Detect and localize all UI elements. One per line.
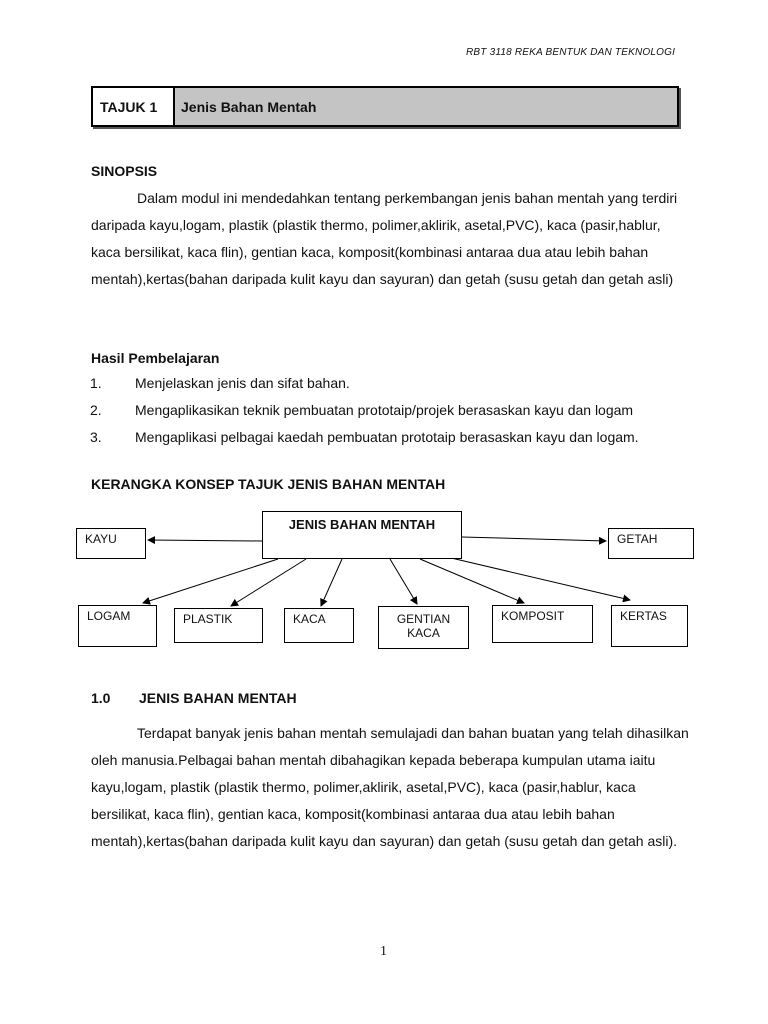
arrow-to-kayu [148, 540, 262, 541]
node-gentian-kaca [378, 606, 469, 649]
topic-title: Jenis Bahan Mentah [181, 98, 317, 115]
learning-outcomes-heading: Hasil Pembelajaran [91, 350, 220, 366]
node-logam: LOGAM [78, 605, 157, 647]
node-kaca: KACA [284, 608, 354, 643]
section-heading: JENIS BAHAN MENTAH [139, 690, 297, 706]
learning-outcomes-list [90, 369, 710, 450]
synopsis-heading: SINOPSIS [91, 163, 158, 179]
list-item-text: Mengaplikasikan teknik pembuatan prototaip/projek berasaskan kayu dan logam [135, 401, 634, 418]
concept-center-node: JENIS BAHAN MENTAH [262, 511, 462, 559]
list-item [90, 423, 710, 450]
section-paragraph [91, 720, 691, 855]
list-item-number: 1. [90, 374, 102, 391]
arrow-to-logam [143, 559, 278, 603]
arrow-to-kaca [321, 559, 342, 606]
synopsis-text: Dalam modul ini mendedahkan tentang perkembangan jenis bahan mentah yang terdiri daripada kayu,logam, plastik (plastik thermo, polimer,aklirik, asetal,PVC), kaca (pasir,hablur, kaca bersilikat, kaca flin), gentian kaca, komposit(kombinasi antaraa dua atau lebih bahan mentah),kertas(bahan daripada kulit kayu dan sayuran) dan getah (susu getah dan getah asli) [91, 190, 678, 287]
concept-map-heading: KERANGKA KONSEP TAJUK JENIS BAHAN MENTAH [91, 476, 446, 492]
list-item-text: Mengaplikasi pelbagai kaedah pembuatan prototaip berasaskan kayu dan logam. [135, 428, 639, 445]
list-item [90, 396, 710, 423]
synopsis-paragraph [91, 185, 691, 293]
list-item [90, 369, 710, 396]
page-number: 1 [380, 944, 387, 959]
node-gentian-kaca-line2: KACA [407, 626, 440, 640]
list-item-number: 3. [90, 428, 102, 445]
arrow-to-plastik [231, 559, 306, 606]
section-number: 1.0 [91, 690, 111, 706]
topic-title-bar [91, 86, 679, 127]
node-plastik: PLASTIK [174, 608, 263, 643]
node-komposit: KOMPOSIT [492, 605, 593, 643]
topic-label: TAJUK 1 [93, 88, 175, 125]
course-header: RBT 3118 REKA BENTUK DAN TEKNOLOGI [466, 47, 676, 58]
list-item-text: Menjelaskan jenis dan sifat bahan. [135, 374, 350, 391]
section-text: Terdapat banyak jenis bahan mentah semulajadi dan bahan buatan yang telah dihasilkan oleh manusia.Pelbagai bahan mentah dibahagikan kepada beberapa kumpulan utama iaitu kayu,logam, plastik (plastik thermo, polimer,aklirik, asetal,PVC), kaca (pasir,hablur, kaca bersilikat, kaca flin), gentian kaca, komposit(kombinasi antaraa dua atau lebih bahan mentah),kertas(bahan daripada kulit kayu dan sayuran) dan getah (susu getah dan getah asli). [91, 725, 689, 849]
list-item-number: 2. [90, 401, 102, 418]
node-gentian-kaca-line1: GENTIAN [396, 612, 451, 626]
arrow-to-getah [462, 537, 606, 541]
arrow-to-kertas [447, 557, 630, 600]
arrow-to-gentian-kaca [390, 559, 417, 604]
node-kertas: KERTAS [611, 605, 688, 647]
node-kayu: KAYU [76, 528, 146, 559]
node-getah: GETAH [608, 528, 694, 559]
arrow-to-komposit [420, 559, 524, 603]
